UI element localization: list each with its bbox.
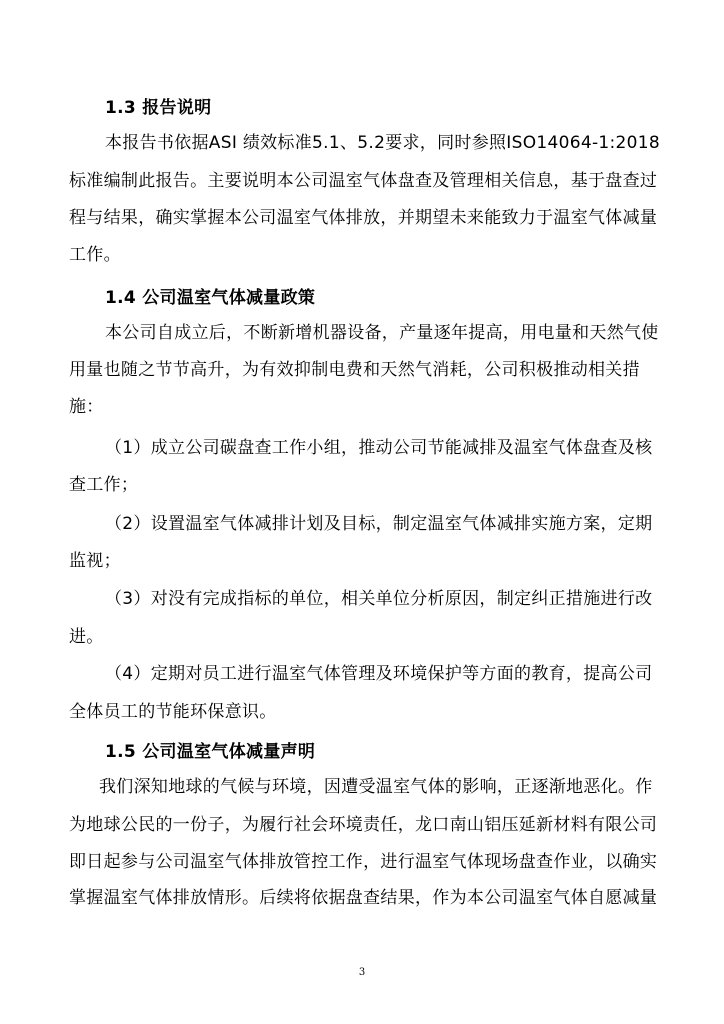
policy-item-1-cont: 查工作； <box>69 475 139 495</box>
paragraph-line: 本公司自成立后，不断新增机器设备，产量逐年提高，用电量和天然气使 <box>105 323 659 343</box>
paragraph-line: 标准编制此报告。主要说明本公司温室气体盘查及管理相关信息，基于盘查过 <box>69 171 658 191</box>
section-heading-1-5: 1.5 公司温室气体减量声明 <box>105 742 316 762</box>
policy-item-2: （2）设置温室气体减排计划及目标，制定温室气体减排实施方案，定期 <box>105 514 653 534</box>
page-number: 3 <box>358 967 366 978</box>
section-heading-1-4: 1.4 公司温室气体减量政策 <box>105 288 316 308</box>
section-heading-1-3: 1.3 报告说明 <box>105 98 212 118</box>
policy-item-1: （1）成立公司碳盘查工作小组，推动公司节能减排及温室气体盘查及核 <box>105 438 653 458</box>
paragraph-line: 即日起参与公司温室气体排放管控工作，进行温室气体现场盘查作业，以确实 <box>69 852 658 872</box>
policy-item-3: （3）对没有完成指标的单位，相关单位分析原因，制定纠正措施进行改 <box>105 589 653 609</box>
paragraph-line: 本报告书依据ASI 绩效标准5.1、5.2要求，同时参照ISO14064-1:2018 <box>105 133 661 153</box>
policy-item-3-cont: 进。 <box>69 627 104 647</box>
paragraph-line: 我们深知地球的气候与环境，因遭受温室气体的影响，正逐渐地恶化。作 <box>99 777 653 797</box>
policy-item-4: （4）定期对员工进行温室气体管理及环境保护等方面的教育，提高公司 <box>105 664 653 684</box>
policy-item-4-cont: 全体员工的节能环保意识。 <box>69 702 277 722</box>
paragraph-line: 为地球公民的一份子，为履行社会环境责任，龙口南山铝压延新材料有限公司 <box>69 815 658 835</box>
paragraph-line: 施： <box>69 397 104 417</box>
paragraph-line: 程与结果，确实掌握本公司温室气体排放，并期望未来能致力于温室气体减量 <box>69 208 658 228</box>
paragraph-line: 用量也随之节节高升，为有效抑制电费和天然气消耗，公司积极推动相关措 <box>69 360 640 380</box>
paragraph-line: 工作。 <box>69 245 121 265</box>
policy-item-2-cont: 监视； <box>69 551 121 571</box>
paragraph-line: 掌握温室气体排放情形。后续将依据盘查结果，作为本公司温室气体自愿减量 <box>69 888 658 908</box>
